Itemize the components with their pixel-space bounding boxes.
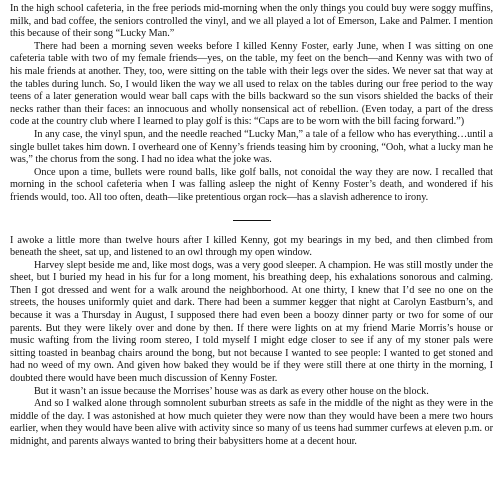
paragraph: Harvey slept beside me and, like most dogs, was a very good sleeper. A champion. He was still mostly under the sheet, but I buried my head in his fur for a long moment, his breathing deep, his exhalations sonorous and calming. Then I got dressed and went for a walk around the neighborhood. At one thirty, I knew that I’d see no one on the streets, the houses uniformly quiet and dark. There had been a summer kegger that night at Carolyn Eastburn’s, and because it was a Thursday in August, I supposed there had even been a boozy dinner party or two for some of our parents. But they were likely over and done by then. If there were lights on at my friend Marie Morris’s house or music wafting from the living room stereo, I told myself I might edge closer to see if any of my stoner pals were sitting toasted in beanbag chairs around the bong, but not because I wanted to see people: I wanted to get stoned and had no weed of my own. And given how baked they would be if they were still there at one thirty in the morning, I doubted there would have been much discussion of Kenny Foster. [10, 259, 493, 385]
paragraph: I awoke a little more than twelve hours after I killed Kenny, got my bearings in my bed, and then climbed from beneath the sheet, sat up, and listened to an owl through my open window. [10, 234, 493, 259]
paragraph: In any case, the vinyl spun, and the needle reached “Lucky Man,” a tale of a fellow who has everything…until a single bullet takes him down. I overheard one of Kenny’s friends teasing him by crooning, “Ooh, what a lucky man he was,” the chorus from the song. I had no idea what the joke was. [10, 128, 493, 166]
paragraph: There had been a morning seven weeks before I killed Kenny Foster, early June, when I was sitting on one cafeteria table with two of my female friends—yes, on the table, my feet on the bench—and Kenny was with two of his male friends at another. They, too, were sitting on the table with their legs over the sides. We never sat that way at the tables during lunch. So, I would liken the way we all used to relax on the tables during our free period to the way teens of a later generation would wear ball caps with the bills backward so the sun visors shielded the backs of their necks rather than their faces: an innocuous and wholly nonsensical act of rebellion. (Even today, a part of the dress code at the country club where I learned to play golf is this: “Caps are to be worn with the bill facing forward.”) [10, 40, 493, 128]
paragraph: Once upon a time, bullets were round balls, like golf balls, not conoidal the way they are now. I recalled that morning in the school cafeteria when I was falling asleep the night of Kenny Foster’s death, and wondered if his friends would, too. All too often, death—like pretentious organ rock—has a slavish adherence to irony. [10, 166, 493, 203]
paragraph: And so I walked alone through somnolent suburban streets as safe in the middle of the night as they were in the middle of the day. I was astonished at how much quieter they were now than they would have been a mere two hours earlier, when they would have been alive with activity since so many of us teens had summer curfews at eleven p.m. or midnight, and parents always wanted to bring their babysitters home at a decent hour. [10, 398, 493, 447]
paragraph: In the high school cafeteria, in the free periods mid-morning when the only things you could buy were soggy muffins, milk, and bad coffee, the seniors controlled the vinyl, and we all played a lot of Emerson, Lake and Palmer. I mention this because of their song “Lucky Man.” [10, 3, 493, 40]
paragraph: But it wasn’t an issue because the Morrises’ house was as dark as every other house on the block. [34, 385, 429, 397]
section-break-rule [233, 220, 271, 221]
